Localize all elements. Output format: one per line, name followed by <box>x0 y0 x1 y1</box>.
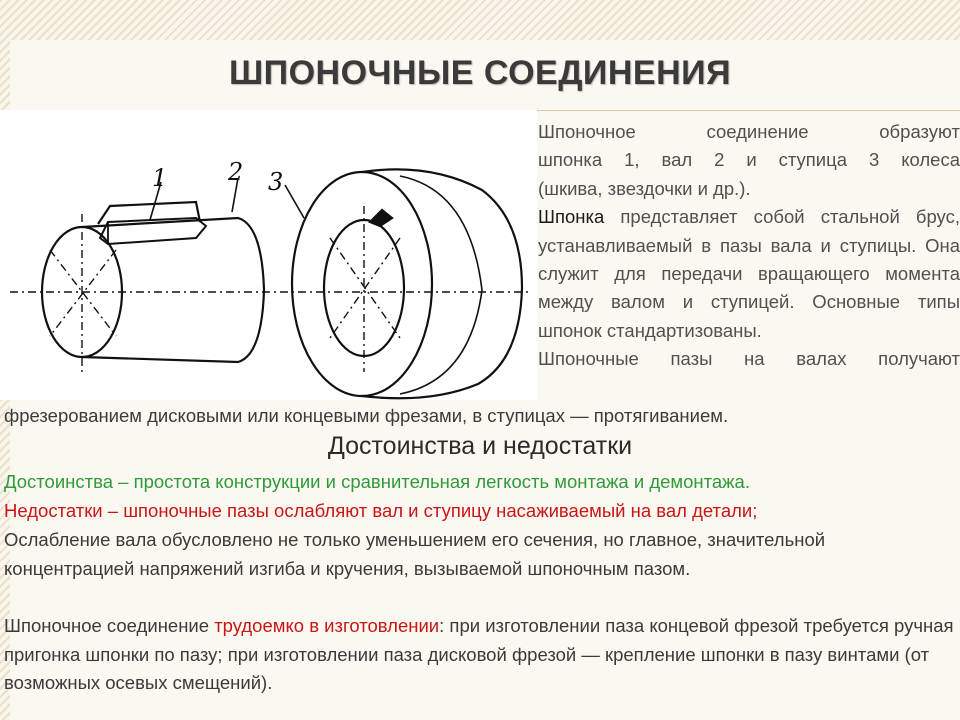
key-term: Шпонка <box>538 206 605 228</box>
disadvantages-text: Недостатки – шпоночные пазы ослабляют вал и ступицу насаживаемый на вал детали; <box>4 500 758 521</box>
intro-line-2: шпонка 1, вал 2 и ступица 3 колеса <box>538 149 960 171</box>
hub-body <box>362 169 522 398</box>
key-definition <box>538 203 960 345</box>
labor-text-end: : при изготовлении паза концевой фрезой требуется ручная пригонка шпонки по пазу; при изготовлении паза дисковой фрезой — крепление шпонки в пазу винтами (от возможных осевых смещений). <box>4 615 954 694</box>
key-joint-drawing <box>0 110 537 400</box>
key-joint-figure <box>0 110 537 400</box>
labor-text-start: Шпоночное соединение <box>4 615 215 636</box>
label-key: 1 <box>152 164 168 192</box>
slide-title: ШПОНОЧНЫЕ СОЕДИНЕНИЯ <box>228 54 732 92</box>
labor-paragraph <box>4 612 956 698</box>
hub-keyway <box>370 210 392 226</box>
section-heading: Достоинства и недостатки <box>327 432 633 460</box>
label-hub: 3 <box>268 168 284 196</box>
weakening-text: Ослабление вала обусловлено не только уменьшением его сечения, но главное, значительной концентрацией напряжений изгиба и кручения, вызываемой шпоночным пазом. <box>4 529 826 579</box>
grooves-line-2: фрезерованием дисковыми или концевыми фрезами, в ступицах — протягиванием. <box>4 405 729 426</box>
intro-line-3: (шкива, звездочки и др.). <box>538 177 751 199</box>
advantages-text: Достоинства – простота конструкции и сравнительная легкость монтажа и демонтажа. <box>4 471 750 492</box>
intro-text-block <box>538 118 960 374</box>
grooves-line-1: Шпоночные пазы на валах получают <box>538 348 960 370</box>
labor-highlight: трудоемко в изготовлении <box>214 615 440 636</box>
intro-line-1: Шпоночное соединение образуют <box>538 121 960 142</box>
label-shaft: 2 <box>228 158 244 186</box>
key-definition-text: представляет собой стальной брус, устанавливаемый в пазы вала и ступицы. Она служит для передачи вращающего момента между валом и ступицей. Основные типы шпонок стандартизованы. <box>538 206 960 341</box>
